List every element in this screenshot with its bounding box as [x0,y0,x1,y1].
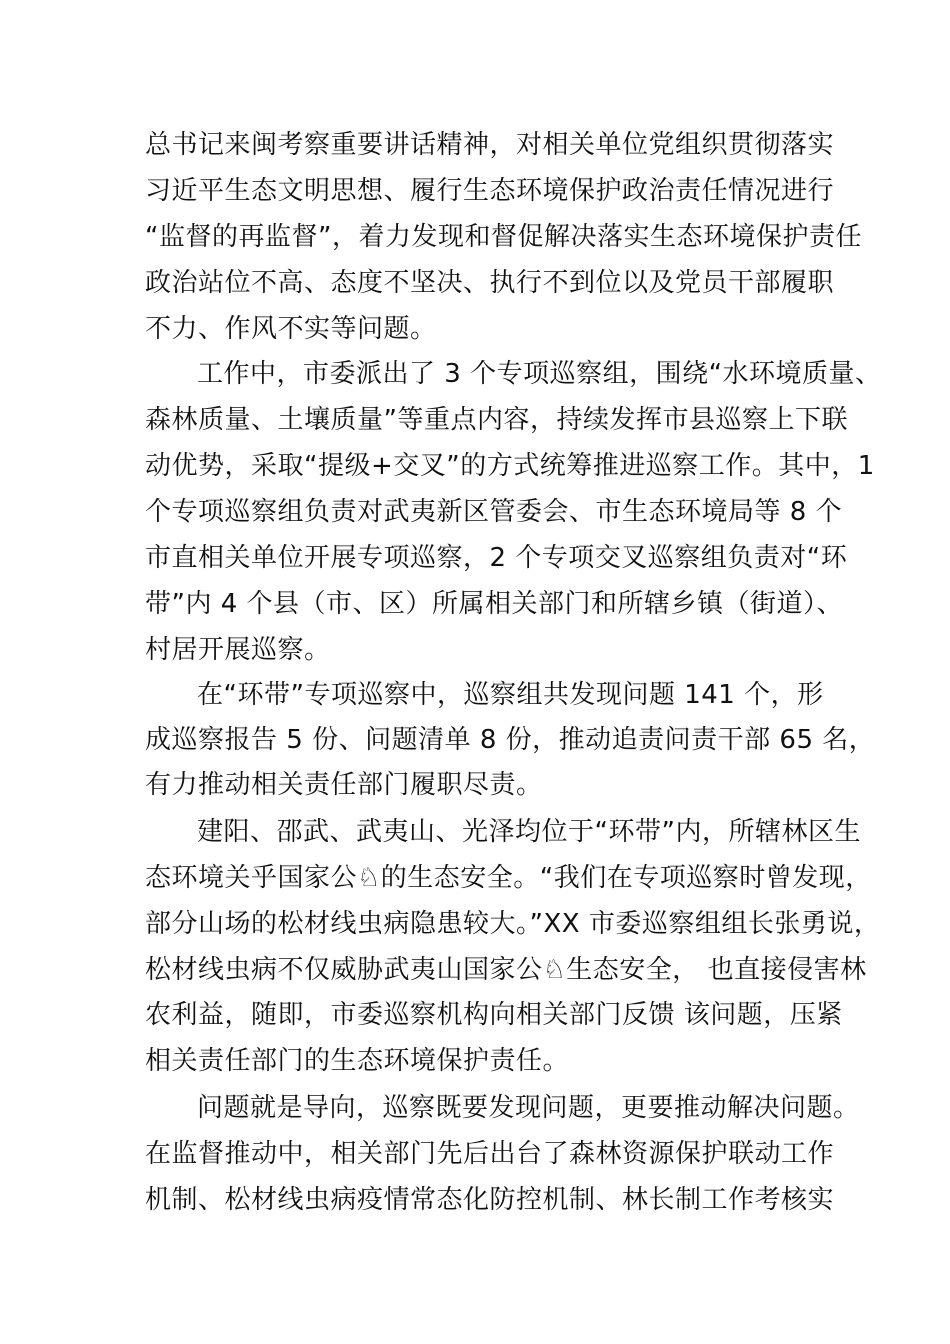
text-line: 习近平生态文明思想、履行生态环境保护政治责任情况进行 [145,176,835,206]
text-line: 政治站位不高、态度不坚决、执行不到位以及党员干部履职 [145,268,835,298]
text-line: 总书记来闽考察重要讲话精神，对相关单位党组织贯彻落实 [145,130,835,160]
text-line: 村居开展巡察。 [145,635,331,665]
text-line: 市直相关单位开展专项巡察，2 个专项交叉巡察组负责对“环 [145,543,848,573]
text-line: 不力、作风不实等问题。 [145,314,437,344]
text-line: 个专项巡察组负责对武夷新区管委会、市生态环境局等 8 个 [145,497,843,527]
paragraph-start-line: 工作中，市委派出了 3 个专项巡察组，围绕“水环境质量、 [197,359,882,389]
text-line: 相关责任部门的生态环境保护责任。 [145,1046,570,1076]
text-line: 在监督推动中，相关部门先后出台了森林资源保护联动工作 [145,1139,835,1169]
paragraph-start-line: 在“环带”专项巡察中，巡察组共发现问题 141 个，形 [197,680,824,710]
paragraph-start-line: 建阳、邵武、武夷山、光泽均位于“环带”内，所辖林区生 [197,817,861,847]
text-line: 机制、松材线虫病疫情常态化防控机制、林长制工作考核实 [145,1185,835,1215]
text-line: 森林质量、土壤质量”等重点内容，持续发挥市县巡察上下联 [145,405,848,435]
text-line: 农利益，随即，市委巡察机构向相关部门反馈 该问题，压紧 [145,1000,843,1030]
text-line: 态环境关乎国家公♘的生态安全。“我们在专项巡察时曾发现， [145,863,872,893]
paragraph-start-line: 问题就是导向，巡察既要发现问题，更要推动解决问题。 [197,1093,860,1123]
text-line: “监督的再监督”，着力发现和督促解决落实生态环境保护责任 [145,222,862,252]
text-line: 成巡察报告 5 份、问题清单 8 份，推动追责问责干部 65 名， [145,725,876,755]
text-line: 动优势，采取“提级+交叉”的方式统筹推进巡察工作。其中，1 [145,451,875,481]
text-line: 部分山场的松材线虫病隐患较大。”XX 市委巡察组组长张勇说， [145,909,881,939]
text-line: 带”内 4 个县（市、区）所属相关部门和所辖乡镇（街道）、 [145,589,844,619]
text-line: 松材线虫病不仅威胁武夷山国家公♘生态安全， 也直接侵害林 [145,955,867,985]
text-line: 有力推动相关责任部门履职尽责。 [145,770,543,800]
